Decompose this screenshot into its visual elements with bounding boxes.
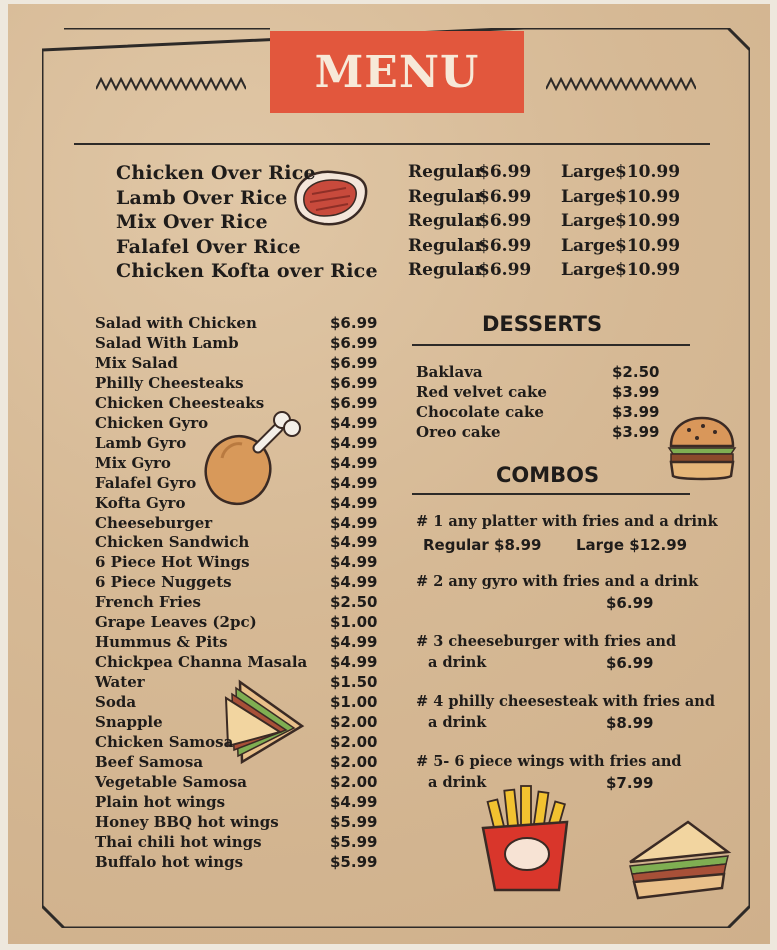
rice-large-price: $10.99 (615, 235, 681, 256)
menu-item-name: Grape Leaves (2pc) (95, 613, 257, 632)
rice-large-price: $10.99 (615, 211, 681, 231)
menu-item-name: French Fries (95, 593, 201, 612)
combo-3-description-cont: a drink (428, 654, 487, 671)
menu-item-name: Water (95, 673, 145, 692)
sandwich-icon (222, 676, 308, 768)
menu-item-name: 6 Piece Hot Wings (95, 553, 250, 572)
rice-item-name: Chicken Over Rice (116, 162, 316, 184)
dessert-item-name: Baklava (416, 363, 483, 381)
menu-item-price: $4.99 (330, 553, 378, 572)
desserts-divider (412, 344, 690, 346)
combo-2-price: $6.99 (606, 594, 654, 612)
rice-item-name: Chicken Kofta over Rice (116, 260, 378, 282)
menu-item-price: $6.99 (330, 353, 378, 372)
combo-2-description: # 2 any gyro with fries and a drink (416, 573, 699, 590)
rice-item-name: Mix Over Rice (116, 211, 268, 233)
combo-5-price: $7.99 (606, 774, 654, 792)
rice-regular-price: $6.99 (478, 211, 532, 231)
menu-item-price: $2.00 (330, 772, 378, 791)
rice-regular-label: Regular (408, 211, 484, 231)
zigzag-ornament-right (546, 77, 696, 91)
menu-item-price: $1.50 (330, 673, 378, 692)
menu-item-name: Salad with Chicken (95, 314, 257, 332)
menu-item-price: $4.99 (330, 433, 378, 452)
menu-item-name: Chicken Sandwich (95, 533, 250, 552)
menu-item-price: $4.99 (330, 633, 378, 652)
rice-large-price: $10.99 (615, 260, 681, 280)
menu-item-price: $1.00 (330, 693, 378, 712)
combo-3-description: # 3 cheeseburger with fries and (416, 633, 677, 650)
rice-large-label: Large (561, 186, 616, 207)
dessert-item-name: Oreo cake (416, 423, 501, 441)
dessert-item-name: Red velvet cake (416, 383, 547, 401)
menu-item-price: $4.99 (330, 473, 378, 492)
menu-item-price: $4.99 (330, 453, 378, 472)
menu-item-name: Thai chili hot wings (95, 832, 262, 851)
menu-item-price: $5.99 (330, 832, 378, 851)
menu-item-price: $5.99 (330, 852, 378, 871)
dessert-item-price: $3.99 (612, 383, 660, 401)
menu-item-price: $2.00 (330, 713, 378, 731)
menu-item-name: Snapple (95, 713, 163, 731)
rice-regular-price: $6.99 (478, 235, 532, 256)
dessert-item-price: $3.99 (612, 403, 660, 421)
combo-4-description: # 4 philly cheesesteak with fries and (416, 693, 715, 710)
menu-item-name: Chickpea Channa Masala (95, 653, 308, 672)
rice-regular-label: Regular (408, 186, 484, 207)
menu-item-price: $4.99 (330, 533, 378, 552)
combo-4-price: $8.99 (606, 714, 654, 732)
chicken-leg-icon (202, 408, 306, 508)
combo-4-description-cont: a drink (428, 714, 487, 731)
menu-item-price: $6.99 (330, 333, 378, 352)
menu-item-price: $4.99 (330, 653, 378, 672)
rice-large-label: Large (561, 235, 616, 256)
combo-3-price: $6.99 (606, 654, 654, 672)
menu-item-name: Mix Gyro (95, 453, 171, 472)
dessert-item-price: $2.50 (612, 363, 660, 381)
menu-item-price: $2.00 (330, 732, 378, 751)
combos-divider (412, 493, 690, 495)
combo-5-description: # 5- 6 piece wings with fries and (416, 753, 682, 770)
rice-regular-label: Regular (408, 235, 484, 256)
rice-large-price: $10.99 (615, 186, 681, 207)
sandwich-icon-bottom (624, 816, 734, 902)
menu-item-name: Beef Samosa (95, 752, 204, 771)
rice-large-label: Large (561, 260, 616, 280)
menu-item-name: Hummus & Pits (95, 633, 228, 652)
menu-item-name: Chicken Gyro (95, 413, 209, 432)
menu-title: MENU (314, 46, 480, 98)
combos-heading: COMBOS (496, 463, 600, 487)
menu-item-name: Kofta Gyro (95, 493, 186, 512)
dessert-item-name: Chocolate cake (416, 403, 544, 421)
menu-item-price: $2.00 (330, 752, 378, 771)
menu-item-name: Honey BBQ hot wings (95, 812, 279, 831)
menu-item-name: Salad With Lamb (95, 333, 239, 352)
menu-item-name: Vegetable Samosa (95, 772, 248, 791)
menu-item-name: Cheeseburger (95, 513, 213, 532)
menu-item-name: Soda (95, 693, 137, 712)
menu-title-banner (270, 31, 524, 113)
combo-1-description: # 1 any platter with fries and a drink (416, 513, 718, 530)
menu-item-price: $4.99 (330, 573, 378, 592)
menu-item-price: $6.99 (330, 393, 378, 412)
menu-item-price: $4.99 (330, 493, 378, 512)
rice-regular-price: $6.99 (478, 260, 532, 280)
rice-item-name: Falafel Over Rice (116, 235, 301, 258)
menu-item-name: Philly Cheesteaks (95, 373, 244, 392)
rice-regular-price: $6.99 (478, 162, 532, 182)
desserts-heading: DESSERTS (482, 312, 603, 336)
dessert-item-price: $3.99 (612, 423, 660, 441)
menu-item-name: Chicken Samosa (95, 732, 234, 751)
menu-item-name: 6 Piece Nuggets (95, 573, 232, 592)
combo-1-regular-price: Regular $8.99 (423, 536, 542, 554)
rice-large-label: Large (561, 162, 616, 182)
menu-item-price: $4.99 (330, 513, 378, 532)
rice-regular-price: $6.99 (478, 186, 532, 207)
menu-item-price: $6.99 (330, 373, 378, 392)
menu-item-price: $5.99 (330, 812, 378, 831)
menu-item-price: $4.99 (330, 413, 378, 432)
menu-page (8, 4, 770, 944)
rice-regular-label: Regular (408, 162, 484, 182)
menu-item-name: Mix Salad (95, 353, 178, 372)
fries-icon (471, 782, 579, 894)
rice-large-label: Large (561, 211, 616, 231)
menu-item-price: $2.50 (330, 593, 378, 612)
rice-large-price: $10.99 (615, 162, 681, 182)
combo-5-description-cont: a drink (428, 774, 487, 791)
menu-item-price: $1.00 (330, 613, 378, 632)
menu-item-name: Chicken Cheesteaks (95, 393, 265, 412)
top-divider (74, 143, 710, 145)
combo-1-large-price: Large $12.99 (576, 536, 688, 554)
menu-item-price: $6.99 (330, 314, 378, 332)
menu-item-name: Lamb Gyro (95, 433, 187, 452)
menu-item-price: $4.99 (330, 792, 378, 811)
menu-item-name: Falafel Gyro (95, 473, 197, 492)
zigzag-ornament-left (96, 77, 246, 91)
burger-icon (665, 416, 739, 484)
rice-item-name: Lamb Over Rice (116, 186, 288, 209)
menu-item-name: Plain hot wings (95, 792, 226, 811)
rice-regular-label: Regular (408, 260, 484, 280)
menu-item-name: Buffalo hot wings (95, 852, 244, 871)
